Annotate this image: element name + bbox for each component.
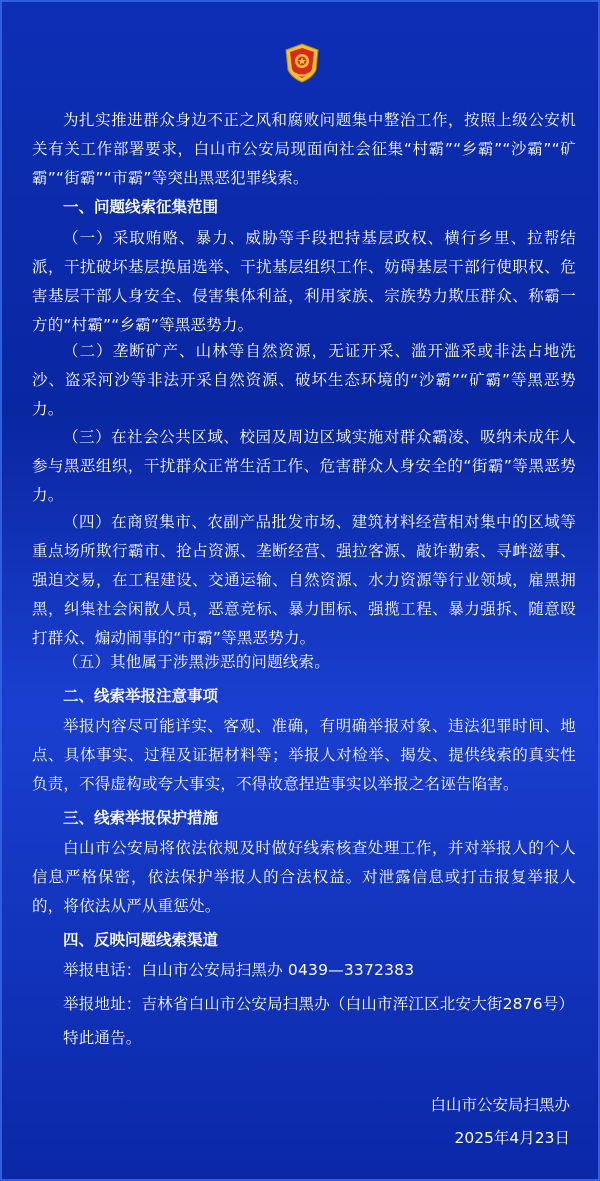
- protection-paragraph: 白山市公安局将依法依规及时做好线索核查处理工作，并对举报人的个人信息严格保密，依法保护举报人的合法权益。对泄露信息或打击报复举报人的，将依法从严从重惩处。: [32, 839, 576, 915]
- signature-org: 白山市公安局扫黑办: [430, 1096, 570, 1114]
- scope-item-1: （一）采取贿赂、暴力、威胁等手段把持基层政权、横行乡里、拉帮结派，干扰破坏基层换届选举、干扰基层组织工作、妨碍基层干部行使职权、危害基层干部人身安全、侵害集体利益，利用家族、宗族势力欺压群众、称霸一方的“村霸”“乡霸”等黑恶势力。: [32, 229, 576, 334]
- scope-item-4: （四）在商贸集市、农副产品批发市场、建筑材料经营相对集中的区域等重点场所欺行霸市、抢占资源、垄断经营、强拉客源、敲诈勒索、寻衅滋事、强迫交易，在工程建设、交通运输、自然资源、水力资源等行业领域，雇黑拥黑，纠集社会闲散人员，恶意竞标、暴力围标、强揽工程、暴力强拆、随意殴打群众、煽动闹事的“市霸”等黑恶势力。: [32, 513, 576, 647]
- signature-date: 2025年4月23日: [454, 1129, 570, 1147]
- scope-item-2: （二）垄断矿产、山林等自然资源，无证开采、滥开滥采或非法占地洗沙、盗采河沙等非法开采自然资源、破坏生态环境的“沙霸”“矿霸”等黑恶势力。: [32, 342, 576, 418]
- notes-paragraph: 举报内容尽可能详实、客观、准确，有明确举报对象、违法犯罪时间、地点、具体事实、过程及证据材料等；举报人对检举、揭发、提供线索的真实性负责，不得虚构或夸大事实，不得故意捏造事实以举报之名诬告陷害。: [32, 717, 576, 793]
- intro-paragraph: 为扎实推进群众身边不正之风和腐败问题集中整治工作，按照上级公安机关有关工作部署要求，白山市公安局现面向社会征集“村霸”“乡霸”“沙霸”“矿霸”“街霸”“市霸”等突出黑恶犯罪线索。: [32, 111, 576, 187]
- police-emblem-icon: [282, 42, 322, 84]
- report-phone: 举报电话：白山市公安局扫黑办 0439—3372383: [63, 961, 415, 979]
- scope-item-3: （三）在社会公共区域、校园及周边区域实施对群众霸凌、吸纳未成年人参与黑恶组织，干扰群众正常生活工作、危害群众人身安全的“街霸”等黑恶势力。: [32, 428, 576, 504]
- section-heading-notes: 二、线索举报注意事项: [63, 687, 219, 705]
- section-heading-channels: 四、反映问题线索渠道: [63, 931, 219, 949]
- report-address: 举报地址：吉林省白山市公安局扫黑办（白山市浑江区北安大街2876号）: [63, 995, 575, 1013]
- section-heading-protection: 三、线索举报保护措施: [63, 809, 219, 827]
- section-heading-scope: 一、问题线索征集范围: [63, 198, 219, 216]
- scope-item-5: （五）其他属于涉黑涉恶的问题线索。: [63, 653, 330, 671]
- closing-note: 特此通告。: [63, 1029, 142, 1047]
